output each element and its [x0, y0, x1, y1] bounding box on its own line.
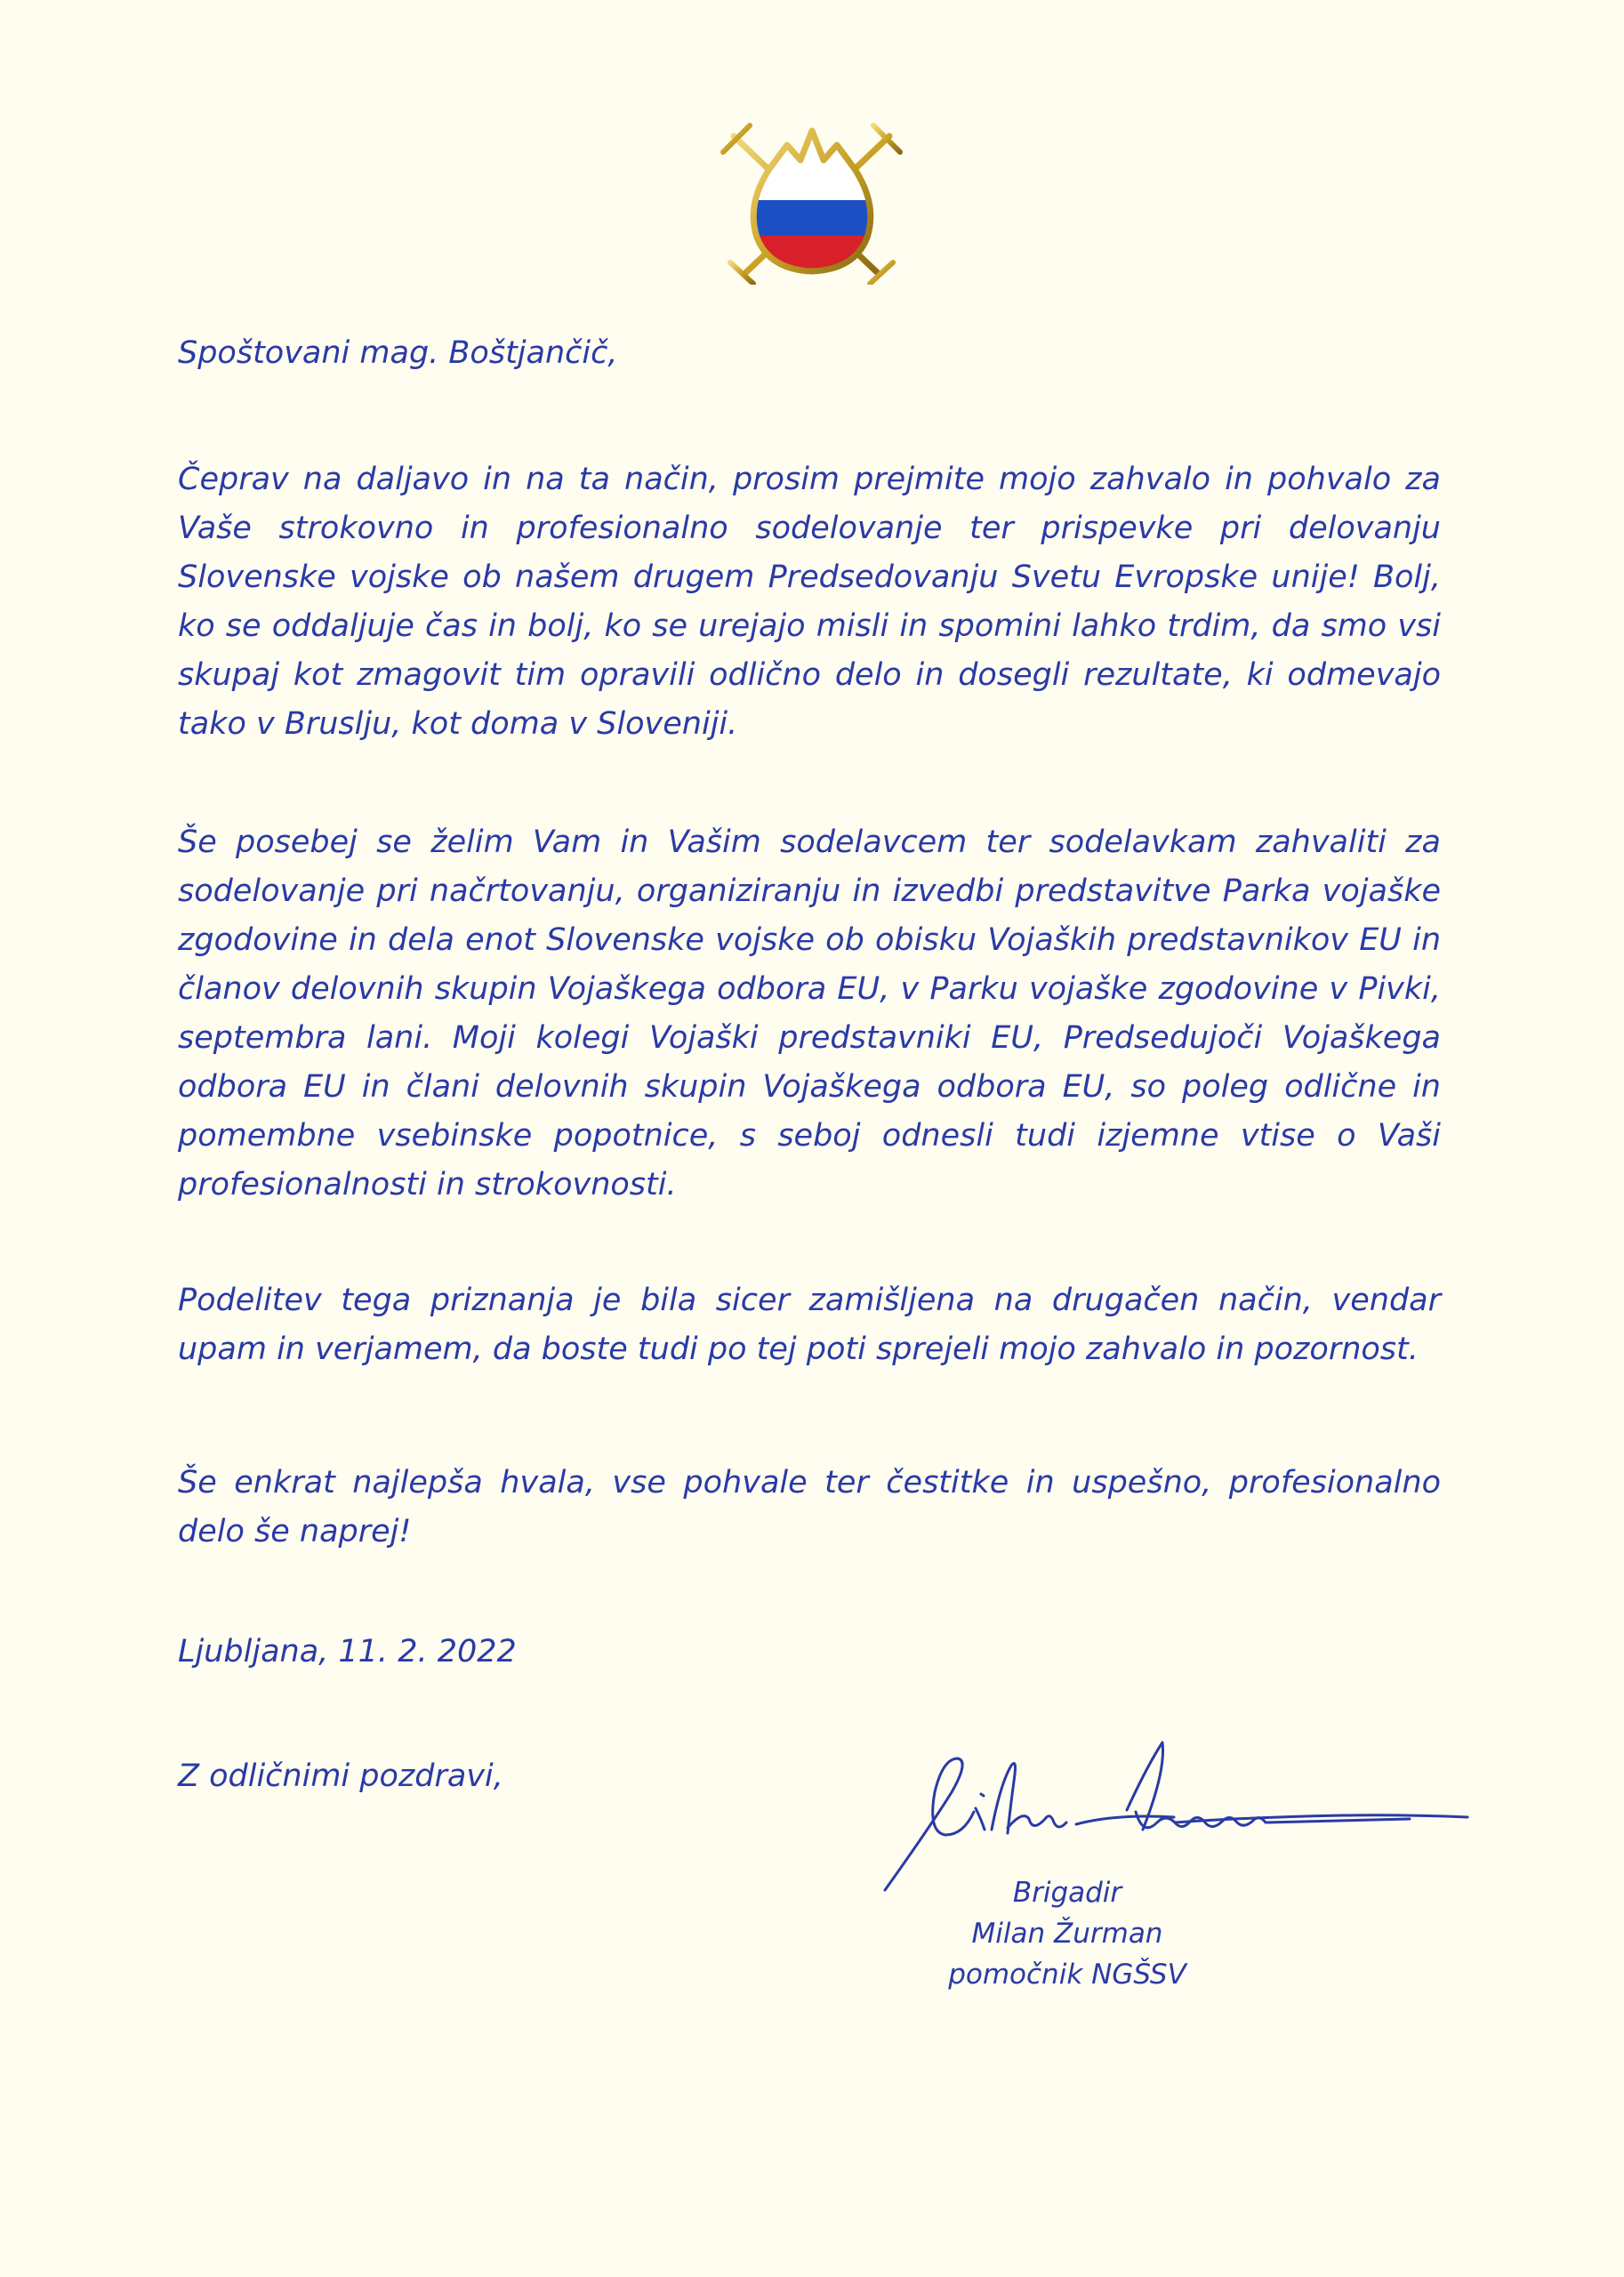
closing-greeting: Z odličnimi pozdravi, — [178, 1758, 503, 1794]
signer-rank: Brigadir — [1012, 1877, 1122, 1909]
signer-name: Milan Žurman — [971, 1918, 1163, 1950]
signer-block — [889, 1872, 1245, 1995]
slovenian-armed-forces-emblem-icon — [716, 120, 907, 285]
letter-paragraph-1: Čeprav na daljavo in na ta način, prosim prejmite mojo zahvalo in pohvalo za Vaše strokovno in profesionalno sodelovanje ter prispevke pri delovanju Slovenske vojske ob našem drugem Predsedovanju Svetu Evropske unije! Bolj, ko se oddaljuje čas in bolj, ko se urejajo misli in spomini lahko trdim, da smo vsi skupaj kot zmagovit tim opravili odlično delo in dosegli rezultate, ki odmevajo tako v Bruslju, kot doma v Sloveniji. — [178, 462, 1441, 742]
letter-paragraph-2: Še posebej se želim Vam in Vašim sodelavcem ter sodelavkam zahvaliti za sodelovanje pri načrtovanju, organiziranju in izvedbi predstavitve Parka vojaške zgodovine in dela enot Slovenske vojske ob obisku Vojaških predstavnikov EU in članov delovnih skupin Vojaškega odbora EU, v Parku vojaške zgodovine v Pivki, septembra lani. Moji kolegi Vojaški predstavniki EU, Predsedujoči Vojaškega odbora EU in člani delovnih skupin Vojaškega odbora EU, so poleg odlične in pomembne vsebinske popotnice, s seboj odnesli tudi izjemne vtise o Vaši profesionalnosti in strokovnosti. — [178, 825, 1441, 1203]
letter-paragraph-4: Še enkrat najlepša hvala, vse pohvale ter čestitke in uspešno, profesionalno delo še naprej! — [178, 1465, 1441, 1549]
place-and-date: Ljubljana, 11. 2. 2022 — [178, 1634, 517, 1670]
salutation: Spoštovani mag. Boštjančič, — [178, 335, 618, 371]
letter-paragraph-3: Podelitev tega priznanja je bila sicer zamišljena na drugačen način, vendar upam in verjamem, da boste tudi po tej poti sprejeli mojo zahvalo in pozornost. — [178, 1283, 1441, 1367]
signer-position: pomočnik NGŠSV — [948, 1959, 1186, 1991]
